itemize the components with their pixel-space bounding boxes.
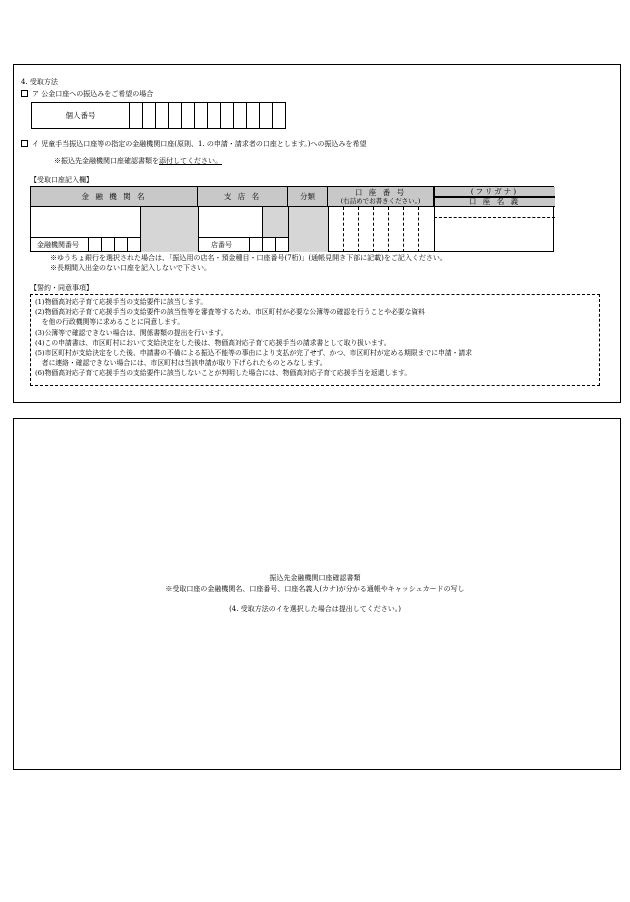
branch-name-header: 支 店 名	[198, 187, 288, 207]
personal-number-digit[interactable]	[195, 103, 208, 129]
type-header: 分類	[288, 187, 328, 207]
attachment-description: ※受取口座の金融機関名、口座番号、口座名義人(カナ)が分かる通帳やキャッシュカードの写し	[165, 585, 465, 593]
option-b-row	[21, 140, 367, 149]
section-title: 4. 受取方法	[21, 78, 58, 86]
option-b-checkbox[interactable]	[21, 140, 28, 147]
pledge-title: 【誓約・同意事項】	[30, 284, 93, 292]
personal-number-digit[interactable]	[234, 103, 247, 129]
personal-number-digit[interactable]	[143, 103, 156, 129]
option-a-label: ア 公金口座への振込みをご希望の場合	[32, 90, 154, 98]
option-a-checkbox[interactable]	[21, 90, 28, 97]
personal-number-digit[interactable]	[208, 103, 221, 129]
personal-number-digit[interactable]	[247, 103, 260, 129]
account-table	[30, 186, 554, 252]
pledge-box	[30, 294, 600, 386]
personal-number-digit[interactable]	[169, 103, 182, 129]
pledge-item: (1)物価高対応子育て応援手当の支給要件に該当します。	[35, 298, 208, 306]
pledge-item: (3)公簿等で確認できない場合は、関係書類の提出を行います。	[35, 328, 228, 337]
option-a-row	[21, 90, 153, 99]
type-area	[289, 207, 328, 252]
option-b-label: イ 児童手当振込口座等の指定の金融機関口座(原則、1. の申請・請求者の口座とします。)への振込みを希望	[32, 140, 367, 148]
personal-number-label: 個人番号	[32, 103, 130, 129]
personal-number-digit[interactable]	[260, 103, 273, 129]
branch-type-area	[262, 207, 288, 237]
personal-number-digit[interactable]	[130, 103, 143, 129]
branch-code-label: 店番号	[211, 241, 232, 249]
attachment-title: 振込先金融機関口座確認書類	[269, 574, 361, 582]
option-b-note-text: ※振込先金融機関口座確認書類を	[54, 157, 159, 165]
bank-name-header: 金 融 機 関 名	[31, 187, 198, 207]
bank-code-label: 金融機関番号	[37, 241, 79, 249]
attachment-condition: (4. 受取方法のイを選択した場合は提出してください。)	[229, 605, 401, 613]
option-b-note-underlined: 添付してください。	[159, 157, 222, 165]
pledge-item: を他の行政機関等に求めることに同意します。	[35, 318, 184, 327]
personal-number-digit[interactable]	[273, 103, 286, 129]
account-number-title: 口 座 番 号	[354, 187, 407, 197]
furigana-header: (フリガナ)	[434, 187, 555, 197]
account-note-1: ※ゆうちょ銀行を選択された場合は、「振込用の店名・預金種目・口座番号(7桁)」(通帳見開き下部に記載)をご記入ください。	[50, 254, 447, 262]
personal-number-digit[interactable]	[221, 103, 234, 129]
pledge-item: 者に連絡・確認できない場合には、市区町村は当該申請が取り下げられたものとみなします。	[35, 359, 327, 368]
pledge-item: (5)市区町村が支給決定をした後、申請書の不備による振込不能等の事由により支払が完了せず、かつ、市区町村が定める期限までに申請・請求	[35, 349, 473, 358]
pledge-item: (4)この申請書は、市区町村において支給決定をした後は、物価高対応子育て応援手当の請求書として取り扱います。	[35, 338, 391, 347]
personal-number-grid	[31, 102, 286, 129]
account-number-header	[328, 187, 434, 207]
personal-number-digit[interactable]	[182, 103, 195, 129]
account-section-title: 【受取口座記入欄】	[30, 176, 93, 184]
account-number-subtitle: (右詰めでお書きください。)	[340, 196, 421, 205]
pledge-item: (6)物価高対応子育て応援手当の支給要件に該当しないことが判明した場合には、物価高対応子育て応援手当を返還します。	[35, 369, 412, 378]
pledge-item: (2)物価高対応子育て応援手当の支給要件の該当性等を審査等するため、市区町村が必要な公簿等の確認を行うことや必要な資料	[35, 308, 425, 317]
personal-number-digit[interactable]	[156, 103, 169, 129]
bank-type-area	[140, 207, 198, 252]
holder-header: 口 座 名 義	[434, 197, 555, 207]
option-b-note	[54, 157, 222, 166]
attachment-area	[13, 418, 621, 770]
account-note-2: ※長期間入出金のない口座を記入しないで下さい。	[50, 264, 211, 272]
